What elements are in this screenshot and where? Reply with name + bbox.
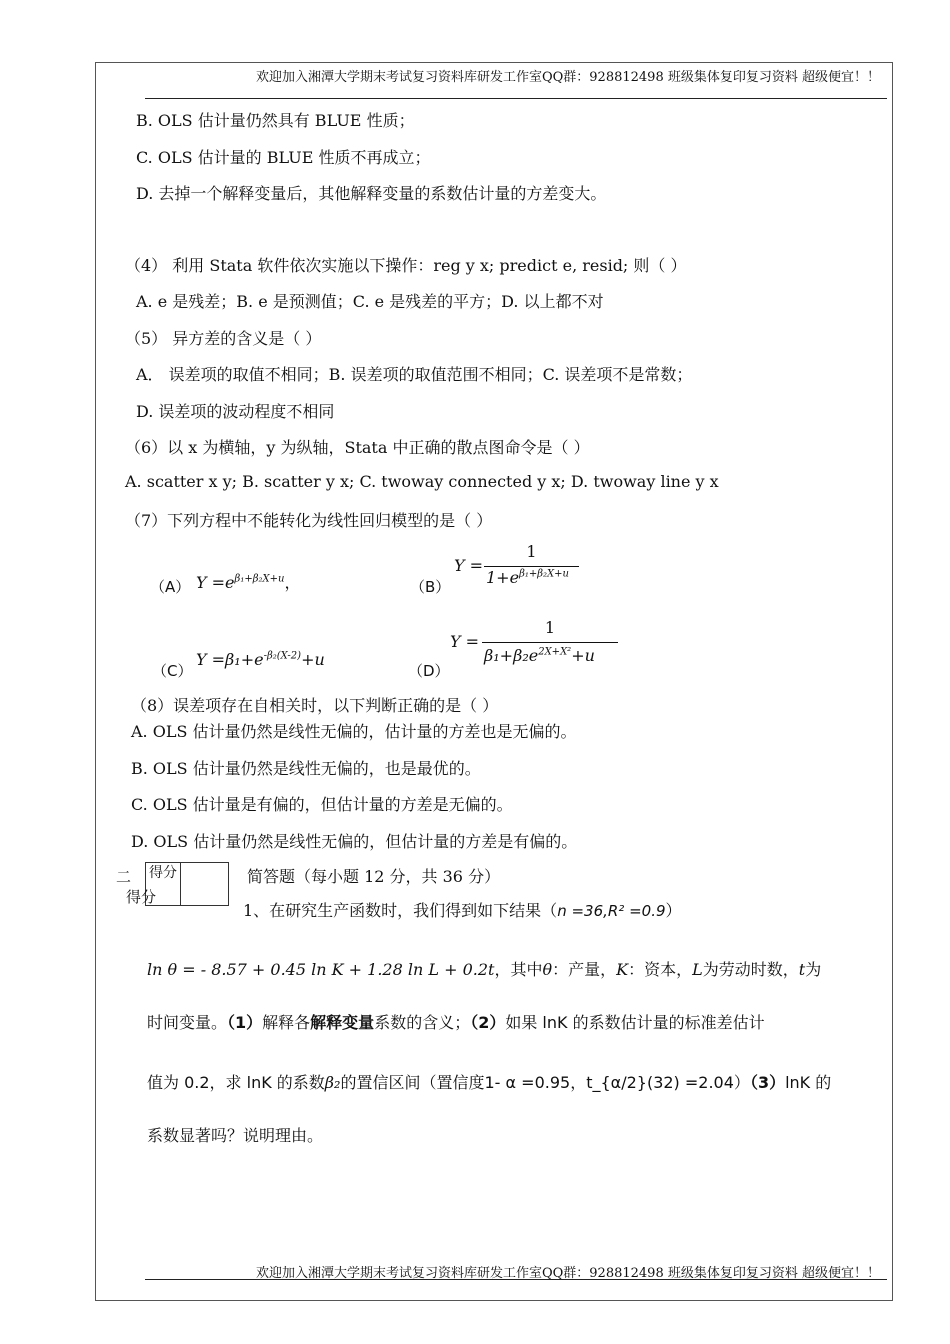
q4-stem: （4） 利用 Stata 软件依次实施以下操作：reg y x; predict e, resid; 则（ ） — [125, 256, 687, 275]
line3-b: 的置信区间（置信度 — [340, 1073, 485, 1092]
q1-close: ） — [665, 901, 682, 920]
section-title: 简答题（每小题 12 分，共 36 分） — [247, 867, 501, 886]
q7-d-exponent: 2X+X² — [538, 646, 572, 658]
line3-a: 值为 0.2，求 lnK 的系数 — [147, 1073, 325, 1092]
q7-a-lhs: Y =e — [196, 573, 235, 592]
q7-c-exponent: -β₂(X-2) — [263, 650, 302, 662]
t-critical: t_{α/2}(32) =2.04 — [586, 1073, 734, 1092]
q8-option-c: C. OLS 估计量是有偏的，但估计量的方差是无偏的。 — [131, 795, 513, 814]
line2-f: （2） — [470, 1013, 506, 1032]
q7-b-fraction-bar — [484, 566, 579, 567]
line3-d: （3） — [749, 1073, 786, 1092]
line2-e: 系数的含义； — [374, 1013, 471, 1032]
line2-b: （1） — [227, 1013, 263, 1032]
q5-stem: （5） 异方差的含义是（ ） — [125, 329, 322, 348]
score-label-left: 得分 — [126, 888, 157, 906]
q7-b-numerator: 1 — [526, 542, 537, 561]
q1-line-4: 系数显著吗？说明理由。 — [147, 1126, 324, 1145]
q7-formula-c — [196, 650, 325, 669]
header-text: 欢迎加入湘潭大学期末考试复习资料库研发工作室QQ群：928812498 班级集体复印复习资料 超级便宜！！ — [255, 70, 880, 85]
score-box — [145, 862, 229, 906]
header-rule — [145, 98, 887, 99]
section-number: 二 — [116, 868, 132, 886]
q3-option-d: D. 去掉一个解释变量后，其他解释变量的系数估计量的方差变大。 — [136, 184, 607, 203]
labor-text: 为劳动时数， — [702, 960, 799, 979]
t-symbol: t — [798, 960, 806, 979]
confidence-level: 1- α =0.95 — [484, 1073, 571, 1092]
line2-d: 解释变量 — [310, 1013, 375, 1032]
capital-text: ：资本， — [628, 960, 693, 979]
q7-label-d: （D） — [408, 662, 450, 680]
prod-text: ：产量， — [552, 960, 617, 979]
q1-line-1 — [147, 944, 887, 996]
theta-symbol: θ — [542, 960, 553, 979]
q1-line-3 — [147, 1057, 887, 1109]
q8-option-a: A. OLS 估计量仍然是线性无偏的，估计量的方差也是无偏的。 — [131, 722, 577, 741]
q1-line-2 — [147, 997, 887, 1049]
q8-option-b: B. OLS 估计量仍然是线性无偏的，也是最优的。 — [131, 759, 481, 778]
q7-a-exponent: β₁+β₂X+u — [234, 573, 285, 585]
q7-formula-a — [196, 570, 300, 593]
line3-c: ） — [733, 1073, 750, 1092]
q8-stem: （8）误差项存在自相关时，以下判断正确的是（ ） — [131, 696, 499, 715]
q7-formula-b — [454, 542, 584, 592]
k-symbol: K — [616, 960, 629, 979]
q7-a-tail: ， — [284, 573, 301, 592]
q7-d-tail: +u — [571, 646, 595, 665]
line2-g: 如果 lnK 的系数估计量的标准差估计 — [505, 1013, 765, 1032]
q6-options: A. scatter x y; B. scatter y x; C. twoway connected y x; D. twoway line y x — [125, 472, 719, 491]
q1-intro — [243, 898, 682, 921]
line3-e: lnK 的 — [785, 1073, 832, 1092]
q7-stem: （7）下列方程中不能转化为线性回归模型的是（ ） — [125, 511, 493, 530]
eq-text: ，其中 — [494, 960, 543, 979]
footer-text: 欢迎加入湘潭大学期末考试复习资料库研发工作室QQ群：928812498 班级集体复印复习资料 超级便宜！！ — [255, 1266, 880, 1281]
q7-label-b: （B） — [410, 578, 451, 596]
q8-option-d: D. OLS 估计量仍然是线性无偏的，但估计量的方差是有偏的。 — [131, 832, 578, 851]
regression-equation: ln θ = - 8.57 + 0.45 ln K + 1.28 ln L + 0.2t — [147, 960, 495, 979]
q7-d-lhs: Y = — [450, 632, 480, 651]
q7-b-den-base: 1+e — [486, 568, 520, 587]
q6-stem: （6）以 x 为横轴，y 为纵轴，Stata 中正确的散点图命令是（ ） — [125, 438, 590, 457]
q7-b-exponent: β₁+β₂X+u — [519, 568, 569, 580]
q7-d-numerator: 1 — [544, 618, 556, 637]
l-symbol: L — [692, 960, 703, 979]
q7-d-den-base: β₁+β₂e — [484, 646, 539, 665]
line2-a: 时间变量。 — [147, 1013, 228, 1032]
q7-b-lhs: Y = — [454, 556, 484, 575]
score-label: 得分 — [149, 865, 177, 881]
q7-label-a: （A） — [150, 578, 191, 596]
q7-c-tail: +u — [301, 650, 325, 669]
q1-intro-text: 1、在研究生产函数时，我们得到如下结果（ — [243, 901, 558, 920]
q7-b-denominator — [486, 568, 569, 587]
line2-c: 解释各 — [262, 1013, 311, 1032]
q5-option-d: D. 误差项的波动程度不相同 — [136, 402, 335, 421]
q7-formula-d — [450, 618, 625, 674]
q3-option-c: C. OLS 估计量的 BLUE 性质不再成立； — [136, 148, 431, 167]
beta2-symbol: β₂ — [324, 1073, 341, 1092]
q5-options-abc: A． 误差项的取值不相同；B. 误差项的取值范围不相同；C. 误差项不是常数； — [136, 365, 693, 384]
for-text: 为 — [805, 960, 822, 979]
q4-options: A. e 是残差；B. e 是预测值；C. e 是残差的平方；D. 以上都不对 — [136, 292, 604, 311]
q7-c-expr: Y =β₁+e — [196, 650, 264, 669]
q1-stats: n =36,R² =0.9 — [557, 902, 666, 920]
comma: ， — [570, 1073, 587, 1092]
q7-label-c: （C） — [152, 662, 193, 680]
q3-option-b: B. OLS 估计量仍然具有 BLUE 性质； — [136, 111, 415, 130]
q7-d-fraction-bar — [482, 642, 618, 643]
q7-d-denominator — [484, 646, 595, 665]
